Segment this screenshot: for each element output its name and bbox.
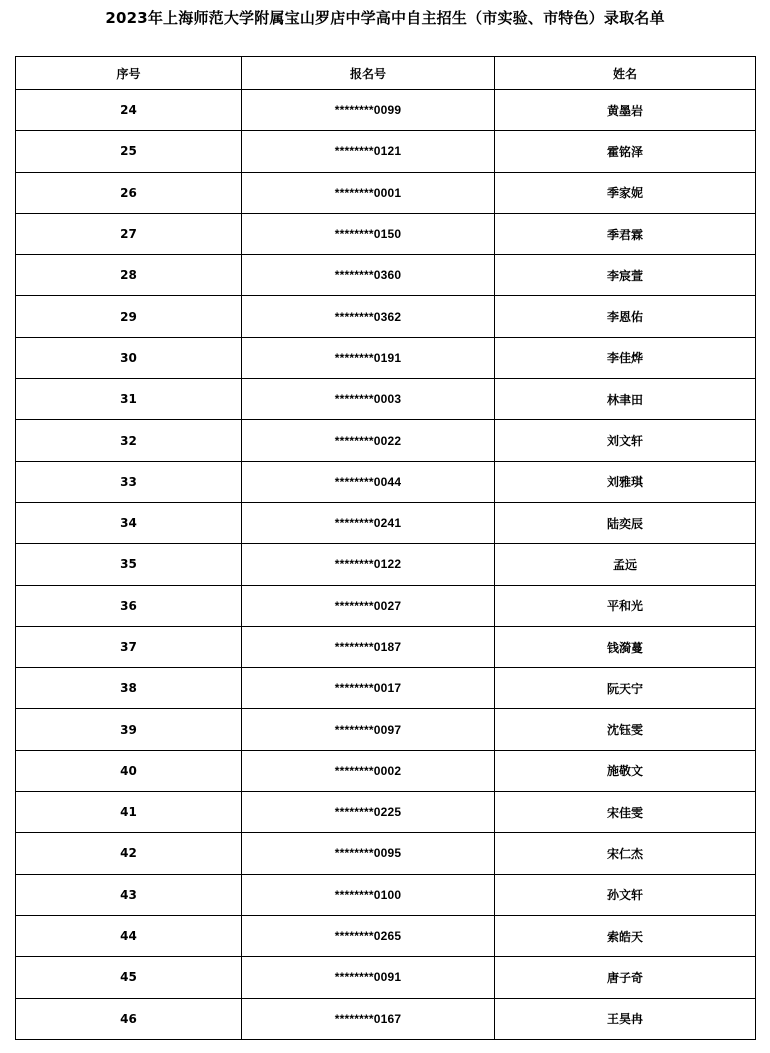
table-row [16, 420, 756, 461]
cell-reg: ********0122 [242, 544, 495, 585]
cell-seq: 26 [16, 172, 242, 213]
cell-reg: ********0100 [242, 874, 495, 915]
cell-name: 钱漪蔓 [495, 626, 756, 667]
cell-name: 宋仁杰 [495, 833, 756, 874]
cell-seq: 36 [16, 585, 242, 626]
table-row [16, 957, 756, 998]
cell-seq: 37 [16, 626, 242, 667]
cell-seq: 25 [16, 131, 242, 172]
cell-seq: 31 [16, 379, 242, 420]
cell-name: 施敬文 [495, 750, 756, 791]
cell-seq: 46 [16, 998, 242, 1039]
cell-seq: 34 [16, 502, 242, 543]
cell-reg: ********0191 [242, 337, 495, 378]
column-header-seq: 序号 [16, 57, 242, 90]
cell-name: 陆奕辰 [495, 502, 756, 543]
cell-seq: 27 [16, 213, 242, 254]
cell-reg: ********0091 [242, 957, 495, 998]
cell-name: 李宸萱 [495, 255, 756, 296]
table-row [16, 585, 756, 626]
cell-seq: 35 [16, 544, 242, 585]
cell-seq: 43 [16, 874, 242, 915]
cell-reg: ********0225 [242, 792, 495, 833]
cell-reg: ********0265 [242, 915, 495, 956]
cell-name: 黄墨岩 [495, 90, 756, 131]
table-row [16, 833, 756, 874]
table-row [16, 502, 756, 543]
table-row [16, 544, 756, 585]
admission-table [15, 56, 756, 1040]
table-row [16, 213, 756, 254]
table-row [16, 668, 756, 709]
cell-name: 王昊冉 [495, 998, 756, 1039]
cell-name: 霍铭泽 [495, 131, 756, 172]
table-row [16, 750, 756, 791]
cell-seq: 40 [16, 750, 242, 791]
cell-name: 林聿田 [495, 379, 756, 420]
cell-seq: 38 [16, 668, 242, 709]
table-row [16, 255, 756, 296]
table-row [16, 626, 756, 667]
cell-seq: 41 [16, 792, 242, 833]
cell-reg: ********0187 [242, 626, 495, 667]
table-row [16, 296, 756, 337]
column-header-name: 姓名 [495, 57, 756, 90]
cell-reg: ********0121 [242, 131, 495, 172]
cell-name: 沈钰雯 [495, 709, 756, 750]
cell-name: 季家妮 [495, 172, 756, 213]
table-row [16, 337, 756, 378]
cell-reg: ********0022 [242, 420, 495, 461]
cell-seq: 32 [16, 420, 242, 461]
cell-reg: ********0360 [242, 255, 495, 296]
cell-reg: ********0001 [242, 172, 495, 213]
cell-seq: 29 [16, 296, 242, 337]
cell-name: 刘雅琪 [495, 461, 756, 502]
table-row [16, 709, 756, 750]
cell-seq: 24 [16, 90, 242, 131]
cell-name: 孙文轩 [495, 874, 756, 915]
cell-seq: 39 [16, 709, 242, 750]
table-body [16, 90, 756, 1040]
cell-name: 刘文轩 [495, 420, 756, 461]
cell-reg: ********0003 [242, 379, 495, 420]
cell-name: 平和光 [495, 585, 756, 626]
cell-name: 李恩佑 [495, 296, 756, 337]
cell-name: 孟远 [495, 544, 756, 585]
cell-reg: ********0167 [242, 998, 495, 1039]
table-row [16, 172, 756, 213]
column-header-reg: 报名号 [242, 57, 495, 90]
cell-seq: 33 [16, 461, 242, 502]
cell-name: 唐子奇 [495, 957, 756, 998]
document-title: 2023年上海师范大学附属宝山罗店中学高中自主招生（市实验、市特色）录取名单 [105, 9, 665, 27]
table-row [16, 874, 756, 915]
cell-name: 季君霖 [495, 213, 756, 254]
table-row [16, 915, 756, 956]
cell-seq: 45 [16, 957, 242, 998]
cell-seq: 28 [16, 255, 242, 296]
cell-reg: ********0017 [242, 668, 495, 709]
table-row [16, 379, 756, 420]
cell-seq: 44 [16, 915, 242, 956]
cell-seq: 42 [16, 833, 242, 874]
table-row [16, 90, 756, 131]
table-row [16, 461, 756, 502]
cell-name: 宋佳雯 [495, 792, 756, 833]
cell-reg: ********0044 [242, 461, 495, 502]
table-row [16, 792, 756, 833]
table-row [16, 998, 756, 1039]
table-row [16, 131, 756, 172]
cell-reg: ********0150 [242, 213, 495, 254]
cell-reg: ********0241 [242, 502, 495, 543]
cell-name: 索皓天 [495, 915, 756, 956]
cell-reg: ********0099 [242, 90, 495, 131]
cell-reg: ********0097 [242, 709, 495, 750]
table-header-row [16, 57, 756, 90]
cell-name: 阮天宁 [495, 668, 756, 709]
cell-seq: 30 [16, 337, 242, 378]
cell-reg: ********0002 [242, 750, 495, 791]
cell-reg: ********0095 [242, 833, 495, 874]
cell-reg: ********0027 [242, 585, 495, 626]
cell-reg: ********0362 [242, 296, 495, 337]
cell-name: 李佳烨 [495, 337, 756, 378]
